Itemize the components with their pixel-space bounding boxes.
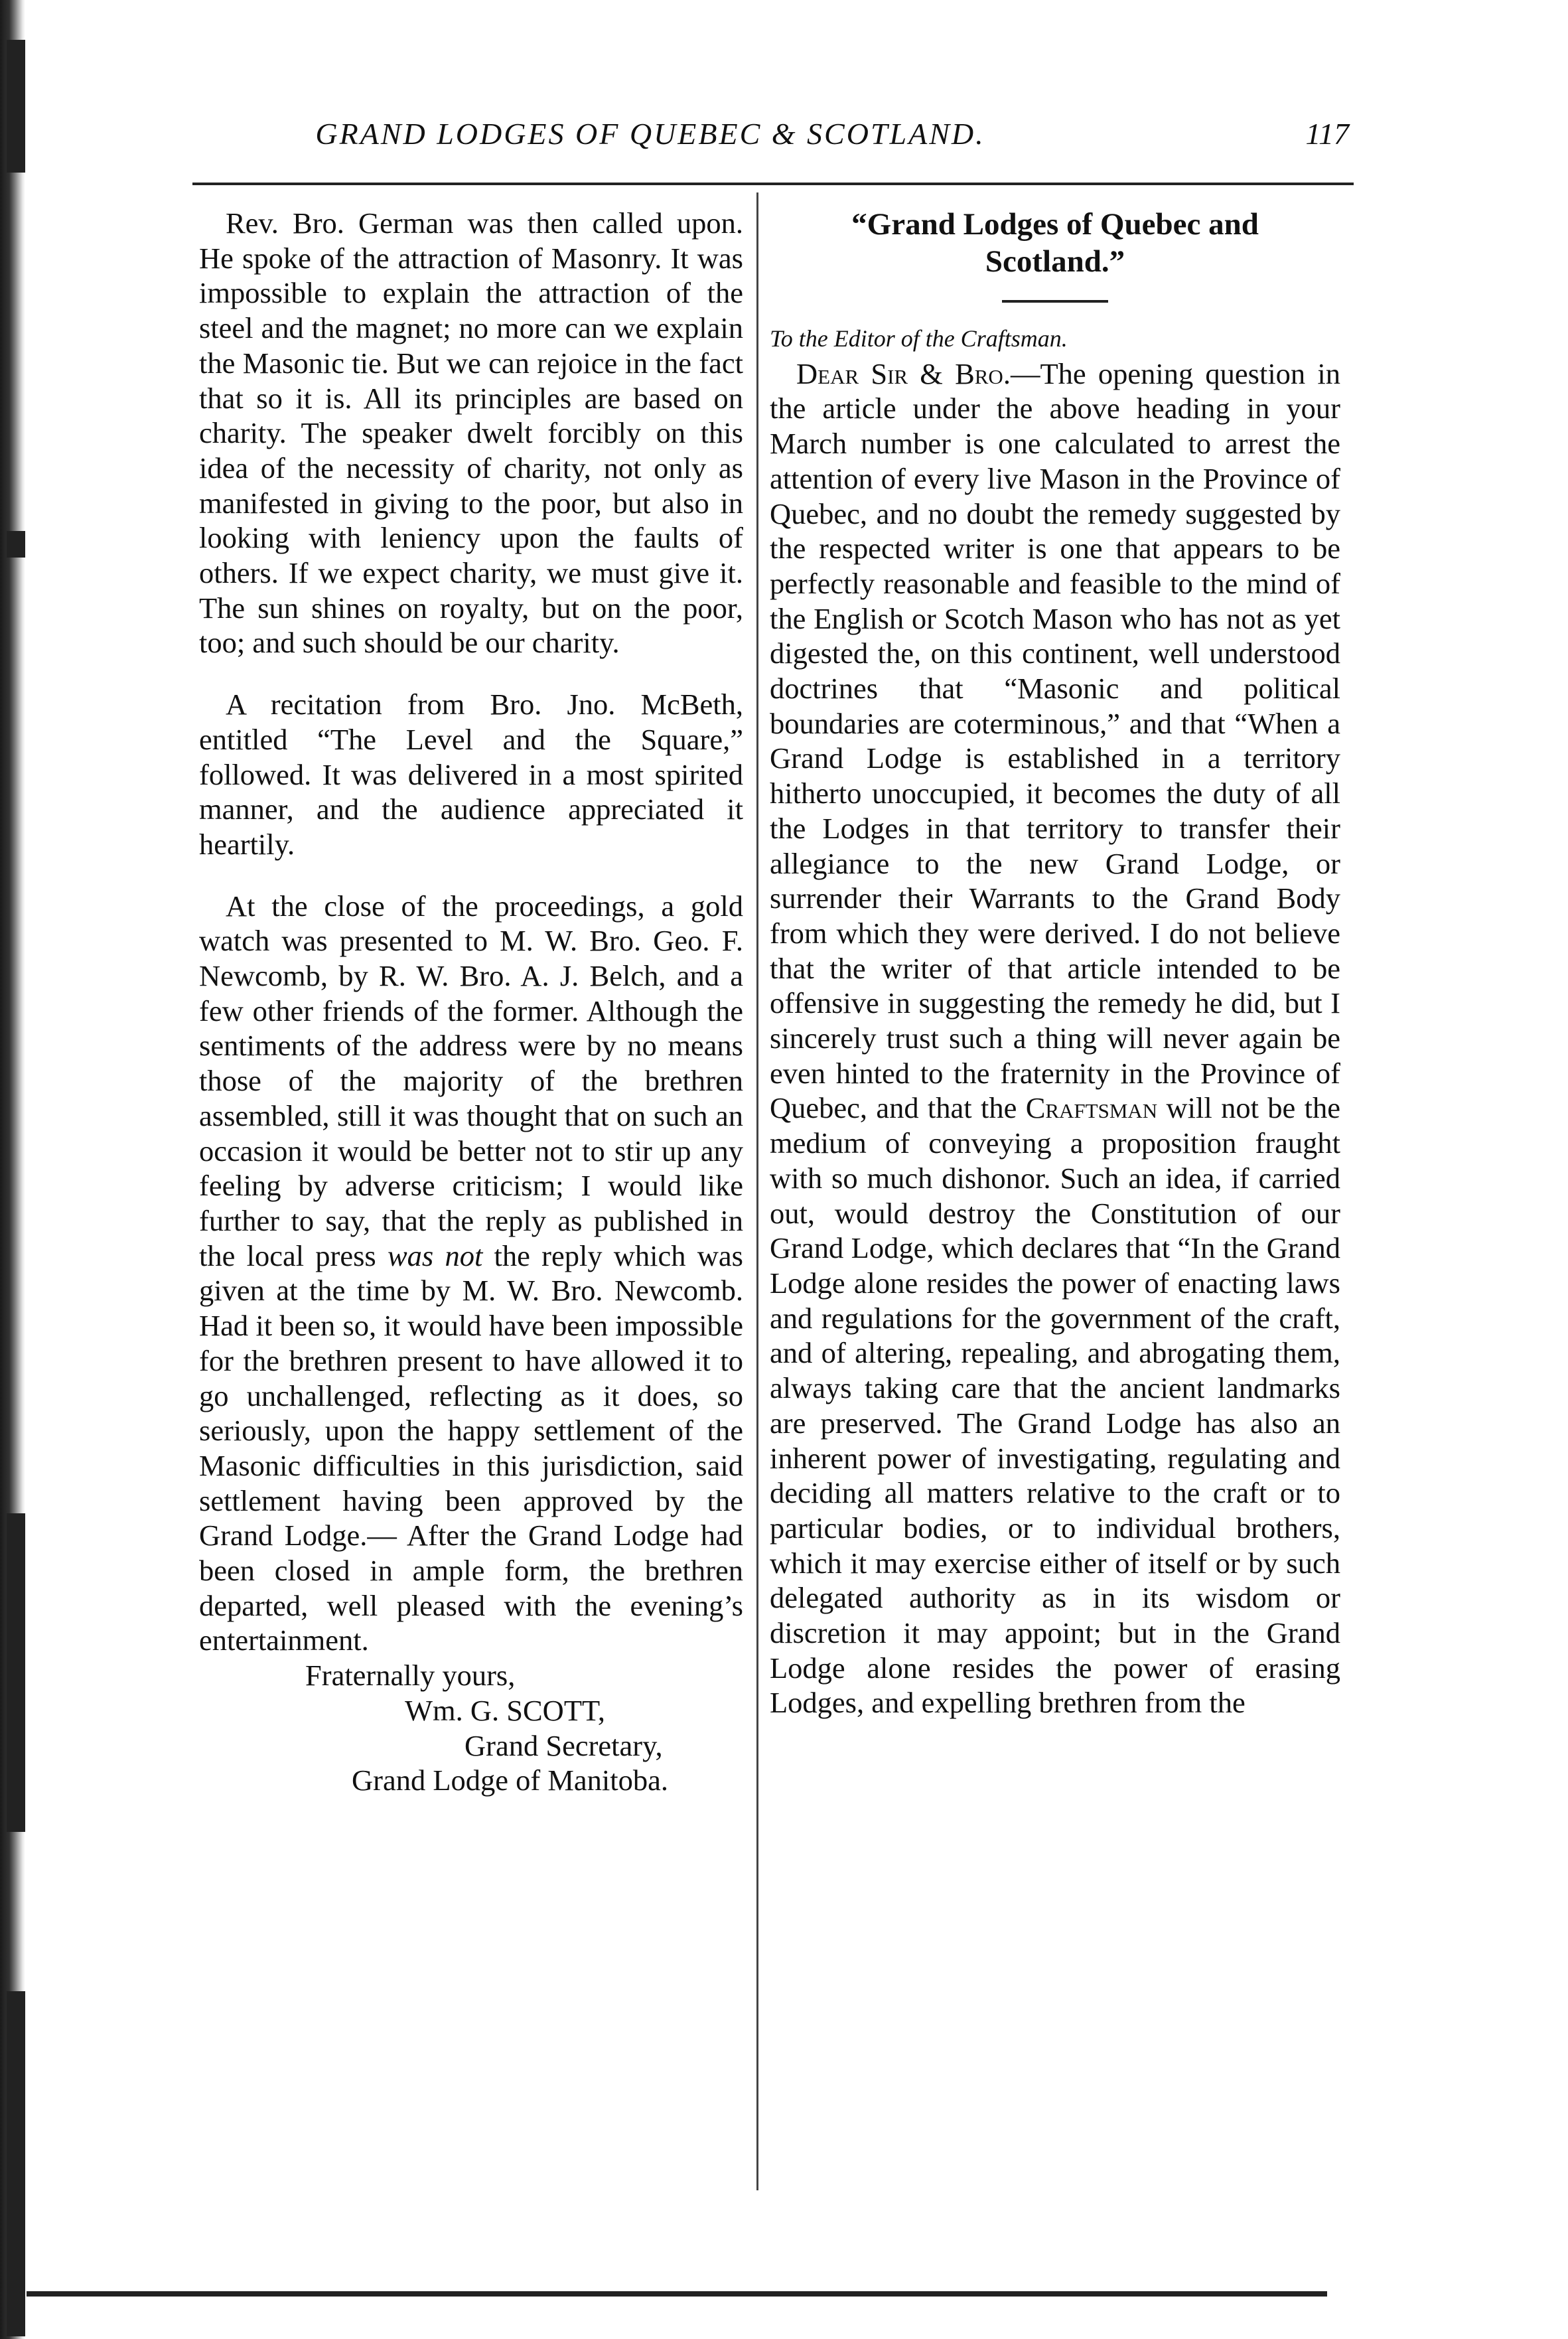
salutation: Dear Sir & Bro. [796,356,1011,390]
spine-mark [7,531,25,558]
editor-address: To the Editor of the Craftsman. [770,325,1068,352]
paragraph [199,889,743,1658]
signature-org: Grand Lodge of Manitoba. [352,1764,669,1797]
left-column [199,206,743,1798]
bottom-shadow [27,2291,1327,2297]
text-run: will not be the medium of conveying a proposition fraught with so much dishonor. Such an idea, if carried out, would destroy the Constitution of our Grand Lodge, which declares that “In the Grand Lodge alone resides the power of enacting laws and regulations for the government of the craft, and of altering, repealing, and abrogating them, always taking care that the ancient landmarks are preserved. The Grand Lodge has also an inherent power of investigating, regulating and deciding all matters relative to the craft or to particular bodies, or to individual brothers, which it may exercise either of itself or by such delegated authority as in its wisdom or discretion it may appoint; but in the Grand Lodge alone resides the power of erasing Lodges, and expelling brethren from the [770,1091,1340,1720]
column-divider [756,192,758,2190]
signature-closing: Fraternally yours, [305,1659,516,1693]
page-header [0,116,1568,169]
text-run: the reply which was given at the time by M. W. Bro. Newcomb. Had it been so, it would have been impossible for the brethren present to have allowed it to go unchallenged, reflecting as it does, so seriously, upon the happy settlement of the Masonic difficulties in this jurisdiction, said settlement having been approved by the Grand Lodge.— After the Grand Lodge had been closed in ample form, the brethren departed, well pleased with the evening’s entertainment. [199,1239,743,1657]
paragraph: Rev. Bro. German was then called upon. He spoke of the attraction of Masonry. It was impossible to explain the attraction of the steel and the magnet; no more can we explain the Masonic tie. But we can rejoice in the fact that so it is. All its principles are based on charity. The speaker dwelt forcibly on this idea of the necessity of charity, not only as manifested in giving to the poor, but also in looking with leniency upon the faults of others. If we expect charity, we must give it. The sun shines on royalty, but on the poor, too; and such should be our charity. [199,206,743,660]
letter-body [770,356,1340,1720]
header-rule [192,183,1354,185]
running-title: GRAND LODGES OF QUEBEC & SCOTLAND. [315,117,985,151]
text-run: —The opening question in the article under the above heading in your March number is one calculated to arrest the attention of every live Mason in the Province of Quebec, and no doubt the remedy suggested by the respected writer is one that appears to be perfectly reasonable and feasible to the mind of the English or Scotch Mason who has not as yet digested the, on this continent, well understood doctrines that “Masonic and political boundaries are coterminous,” and that “When a Grand Lodge is established in a territory hitherto unoccupied, it becomes the duty of all the Lodges in that territory to transfer their allegiance to the new Grand Lodge, or surrender their Warrants to the Grand Body from which they were derived. I do not believe that the writer of that article intended to be offensive in suggesting the remedy he did, but I sincerely trust such a thing will never again be even hinted to the fraternity in the Province of Quebec, and that the [770,356,1340,1125]
spine-mark [7,1513,25,1832]
right-column [770,206,1340,1720]
page-number: 117 [1305,117,1349,151]
book-spine-shadow [0,0,25,2339]
signature-title: Grand Secretary, [464,1728,663,1762]
text-run: At the close of the proceedings, a gold watch was presented to M. W. Bro. Geo. F. Newcomb, by R. W. Bro. A. J. Belch, and a few other friends of the former. Although the sentiments of the address were by no means those of the majority of the brethren assembled, still it was thought that on such an occasion it would be better not to stir up any feeling by adverse criticism; I would like further to say, that the reply as published in the local press [199,889,743,1272]
paragraph: A recitation from Bro. Jno. McBeth, entitled “The Level and the Square,” followed. It was delivered in a most spirited manner, and the audience appreciated it heartily. [199,688,743,861]
craftsman-word: Craftsman [1025,1091,1158,1125]
italic-text: was not [387,1239,483,1272]
title-rule [1002,300,1108,303]
signature-name: Wm. G. SCOTT, [405,1693,606,1727]
spine-mark [7,1991,25,2336]
article-title: “Grand Lodges of Quebec and Scotland.” [851,207,1259,279]
